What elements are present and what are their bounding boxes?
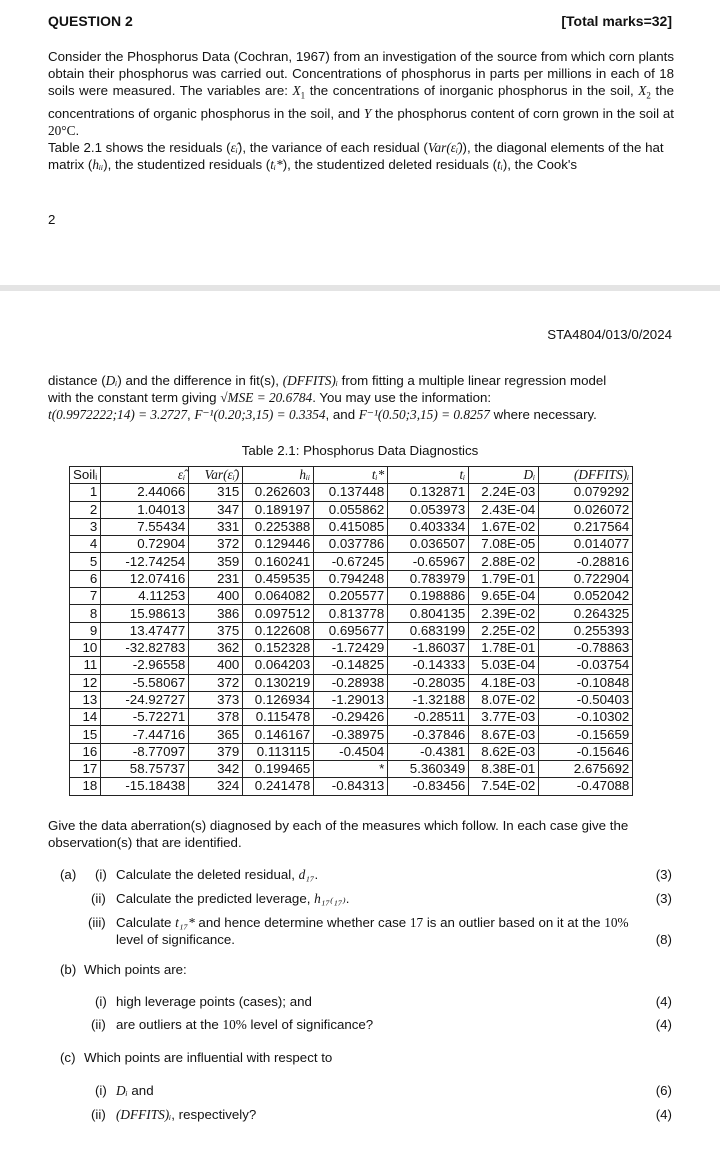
cell-deleted-studentized: 0.683199 xyxy=(388,622,469,639)
cell-deleted-studentized: 0.053973 xyxy=(388,501,469,518)
cell-soil: 4 xyxy=(70,536,101,553)
cell-cooks-distance: 9.65E-04 xyxy=(469,588,539,605)
cell-leverage: 0.241478 xyxy=(243,778,314,795)
cell-cooks-distance: 8.07E-02 xyxy=(469,691,539,708)
cell-cooks-distance: 2.24E-03 xyxy=(469,484,539,501)
cell-cooks-distance: 7.54E-02 xyxy=(469,778,539,795)
cell-dffits: 0.014077 xyxy=(539,536,633,553)
header-studentized: tᵢ* xyxy=(314,467,388,484)
cell-residual: -32.82783 xyxy=(101,639,189,656)
cell-studentized: -0.29426 xyxy=(314,709,388,726)
continuation-line-3: t(0.9972222;14) = 3.2727, F⁻¹(0.20;3,15) = 0.3354, and F⁻¹(0.50;3,15) = 0.8257 where necessary. xyxy=(48,407,597,422)
table-row xyxy=(70,743,633,760)
header-cooks-distance: Dᵢ xyxy=(469,467,539,484)
part-a-iii-text: Calculate t₁₇* and hence determine whether case 17 is an outlier based on it at the 10% xyxy=(116,915,629,930)
part-c-ii-text: (DFFITS)ᵢ, respectively? xyxy=(116,1107,257,1122)
table-row xyxy=(70,709,633,726)
cell-dffits: -0.15646 xyxy=(539,743,633,760)
part-a-ii-label: (ii) xyxy=(91,891,106,906)
cell-residual: -7.44716 xyxy=(101,726,189,743)
cell-studentized: 0.415085 xyxy=(314,518,388,535)
cell-deleted-studentized: -0.65967 xyxy=(388,553,469,570)
table-row xyxy=(70,484,633,501)
cell-studentized: -0.14825 xyxy=(314,657,388,674)
cell-variance: 386 xyxy=(189,605,243,622)
total-marks: [Total marks=32] xyxy=(561,13,672,29)
table-row xyxy=(70,639,633,656)
cell-soil: 11 xyxy=(70,657,101,674)
cell-variance: 347 xyxy=(189,501,243,518)
table-row xyxy=(70,674,633,691)
part-b-ii-label: (ii) xyxy=(91,1017,106,1032)
cell-leverage: 0.064203 xyxy=(243,657,314,674)
cell-dffits: 2.675692 xyxy=(539,761,633,778)
part-a-i-marks: (3) xyxy=(655,867,672,882)
table-caption: Table 2.1: Phosphorus Data Diagnostics xyxy=(241,443,479,458)
part-c-i-marks: (6) xyxy=(655,1083,672,1098)
cell-residual: 13.47477 xyxy=(101,622,189,639)
cell-cooks-distance: 7.08E-05 xyxy=(469,536,539,553)
cell-variance: 372 xyxy=(189,674,243,691)
cell-studentized: -1.29013 xyxy=(314,691,388,708)
cell-soil: 8 xyxy=(70,605,101,622)
continuation-line-2: with the constant term giving √MSE = 20.6784. You may use the information: xyxy=(48,390,492,405)
part-a-i-text: Calculate the deleted residual, d₁₇. xyxy=(116,867,319,882)
cell-leverage: 0.129446 xyxy=(243,536,314,553)
intro-sentence-1: Consider the Phosphorus Data (Cochran, 1967) from an investigation of the source from which corn plants obtain their phosphorus was carried out. Concentrations of phosphorus in parts per millions in each of 18 soils were measured. The variables are: $X_1$ the concentrations of inorganic phosphorus in the soil, $X_2$ the concentrations of organic phosphorus in the soil, and Y the phosphorus content of corn grown in the soil at 20°C. xyxy=(48,49,674,138)
table-row xyxy=(70,778,633,795)
cell-deleted-studentized: 5.360349 xyxy=(388,761,469,778)
cell-soil: 14 xyxy=(70,709,101,726)
document-code: STA4804/013/0/2024 xyxy=(547,327,672,342)
cell-variance: 372 xyxy=(189,536,243,553)
cell-variance: 359 xyxy=(189,553,243,570)
part-b-i-marks: (4) xyxy=(655,994,672,1009)
cell-cooks-distance: 2.39E-02 xyxy=(469,605,539,622)
part-b-i-text: high leverage points (cases); and xyxy=(116,994,312,1009)
table-body xyxy=(70,484,633,795)
cell-studentized: 0.055862 xyxy=(314,501,388,518)
cell-cooks-distance: 3.77E-03 xyxy=(469,709,539,726)
intro-paragraph xyxy=(48,48,674,173)
continuation-line-1: distance (Dᵢ) and the difference in fit(s), (DFFITS)ᵢ from fitting a multiple linear regression model xyxy=(48,373,607,388)
cell-leverage: 0.122608 xyxy=(243,622,314,639)
instructions-line-1: Give the data aberration(s) diagnosed by each of the measures which follow. In each case give the xyxy=(48,818,629,833)
cell-dffits: 0.026072 xyxy=(539,501,633,518)
cell-variance: 331 xyxy=(189,518,243,535)
cell-deleted-studentized: -0.28511 xyxy=(388,709,469,726)
cell-studentized: * xyxy=(314,761,388,778)
part-c-ii-marks: (4) xyxy=(655,1107,672,1122)
cell-variance: 342 xyxy=(189,761,243,778)
cell-residual: 12.07416 xyxy=(101,570,189,587)
page-break xyxy=(0,285,720,291)
cell-variance: 400 xyxy=(189,657,243,674)
cell-soil: 10 xyxy=(70,639,101,656)
cell-soil: 15 xyxy=(70,726,101,743)
table-row xyxy=(70,605,633,622)
cell-dffits: -0.28816 xyxy=(539,553,633,570)
part-a-iii-label: (iii) xyxy=(88,915,106,930)
cell-dffits: -0.78863 xyxy=(539,639,633,656)
part-c-i-label: (i) xyxy=(95,1083,107,1098)
part-c-i-text: Dᵢ and xyxy=(116,1083,154,1098)
cell-soil: 9 xyxy=(70,622,101,639)
cell-dffits: -0.10302 xyxy=(539,709,633,726)
cell-cooks-distance: 1.67E-02 xyxy=(469,518,539,535)
cell-leverage: 0.459535 xyxy=(243,570,314,587)
cell-soil: 16 xyxy=(70,743,101,760)
cell-cooks-distance: 8.38E-01 xyxy=(469,761,539,778)
cell-leverage: 0.130219 xyxy=(243,674,314,691)
cell-soil: 6 xyxy=(70,570,101,587)
cell-cooks-distance: 8.62E-03 xyxy=(469,743,539,760)
cell-dffits: 0.052042 xyxy=(539,588,633,605)
part-a-ii-text: Calculate the predicted leverage, h₁₇₍₁₇₎. xyxy=(116,891,350,906)
cell-cooks-distance: 4.18E-03 xyxy=(469,674,539,691)
cell-dffits: 0.255393 xyxy=(539,622,633,639)
cell-leverage: 0.189197 xyxy=(243,501,314,518)
cell-leverage: 0.097512 xyxy=(243,605,314,622)
table-row xyxy=(70,588,633,605)
cell-residual: 58.75737 xyxy=(101,761,189,778)
cell-leverage: 0.113115 xyxy=(243,743,314,760)
table-row xyxy=(70,761,633,778)
table-row xyxy=(70,553,633,570)
cell-residual: -5.58067 xyxy=(101,674,189,691)
cell-leverage: 0.199465 xyxy=(243,761,314,778)
table-row xyxy=(70,622,633,639)
header-variance: Var(ε̂ᵢ) xyxy=(189,467,243,484)
cell-residual: 1.04013 xyxy=(101,501,189,518)
cell-dffits: 0.079292 xyxy=(539,484,633,501)
cell-residual: 2.44066 xyxy=(101,484,189,501)
cell-deleted-studentized: -0.37846 xyxy=(388,726,469,743)
cell-soil: 3 xyxy=(70,518,101,535)
cell-cooks-distance: 8.67E-03 xyxy=(469,726,539,743)
cell-soil: 18 xyxy=(70,778,101,795)
part-a-iii-marks: (8) xyxy=(655,932,672,947)
cell-dffits: 0.264325 xyxy=(539,605,633,622)
cell-deleted-studentized: -1.86037 xyxy=(388,639,469,656)
table-row xyxy=(70,518,633,535)
table-row xyxy=(70,536,633,553)
cell-soil: 5 xyxy=(70,553,101,570)
part-b-i-label: (i) xyxy=(95,994,107,1009)
continuation-paragraph xyxy=(48,372,674,423)
cell-residual: 15.98613 xyxy=(101,605,189,622)
cell-cooks-distance: 2.43E-04 xyxy=(469,501,539,518)
cell-residual: -24.92727 xyxy=(101,691,189,708)
instructions xyxy=(48,817,674,851)
cell-leverage: 0.126934 xyxy=(243,691,314,708)
cell-cooks-distance: 5.03E-04 xyxy=(469,657,539,674)
cell-studentized: 0.794248 xyxy=(314,570,388,587)
cell-leverage: 0.160241 xyxy=(243,553,314,570)
cell-soil: 12 xyxy=(70,674,101,691)
cell-soil: 13 xyxy=(70,691,101,708)
cell-studentized: -0.84313 xyxy=(314,778,388,795)
cell-variance: 315 xyxy=(189,484,243,501)
cell-leverage: 0.064082 xyxy=(243,588,314,605)
cell-studentized: 0.137448 xyxy=(314,484,388,501)
part-a-i-label: (i) xyxy=(95,867,107,882)
header-deleted-studentized: tᵢ xyxy=(388,467,469,484)
cell-residual: 4.11253 xyxy=(101,588,189,605)
cell-leverage: 0.152328 xyxy=(243,639,314,656)
cell-studentized: -1.72429 xyxy=(314,639,388,656)
cell-deleted-studentized: -0.28035 xyxy=(388,674,469,691)
cell-variance: 324 xyxy=(189,778,243,795)
table-row xyxy=(70,501,633,518)
cell-studentized: -0.28938 xyxy=(314,674,388,691)
cell-variance: 378 xyxy=(189,709,243,726)
cell-studentized: -0.67245 xyxy=(314,553,388,570)
cell-residual: 0.72904 xyxy=(101,536,189,553)
part-a-label: (a) xyxy=(60,867,77,882)
part-a-iii-text-cont: level of significance. xyxy=(116,932,235,947)
cell-studentized: 0.695677 xyxy=(314,622,388,639)
cell-cooks-distance: 2.25E-02 xyxy=(469,622,539,639)
part-a-ii-marks: (3) xyxy=(655,891,672,906)
cell-deleted-studentized: -0.83456 xyxy=(388,778,469,795)
cell-deleted-studentized: -0.4381 xyxy=(388,743,469,760)
cell-soil: 7 xyxy=(70,588,101,605)
table-row xyxy=(70,657,633,674)
cell-leverage: 0.262603 xyxy=(243,484,314,501)
cell-studentized: -0.4504 xyxy=(314,743,388,760)
cell-soil: 1 xyxy=(70,484,101,501)
cell-variance: 365 xyxy=(189,726,243,743)
instructions-line-2: observation(s) that are identified. xyxy=(48,835,242,850)
cell-variance: 231 xyxy=(189,570,243,587)
cell-dffits: 0.722904 xyxy=(539,570,633,587)
part-b-ii-marks: (4) xyxy=(655,1017,672,1032)
header-leverage: hᵢᵢ xyxy=(243,467,314,484)
cell-soil: 2 xyxy=(70,501,101,518)
cell-studentized: 0.813778 xyxy=(314,605,388,622)
table-row xyxy=(70,726,633,743)
cell-leverage: 0.225388 xyxy=(243,518,314,535)
table-row xyxy=(70,691,633,708)
question-title: QUESTION 2 xyxy=(48,13,133,29)
part-b-text: Which points are: xyxy=(84,962,187,977)
table-row xyxy=(70,570,633,587)
intro-sentence-2: Table 2.1 shows the residuals (ε̂ᵢ), the variance of each residual (Var(ε̂ᵢ)), the diagonal elements of the hat matrix (hᵢᵢ), the studentized residuals (tᵢ*), the studentized deleted residuals (tᵢ), the Cook's xyxy=(48,139,664,172)
cell-cooks-distance: 1.78E-01 xyxy=(469,639,539,656)
cell-studentized: -0.38975 xyxy=(314,726,388,743)
cell-cooks-distance: 1.79E-01 xyxy=(469,570,539,587)
cell-residual: -8.77097 xyxy=(101,743,189,760)
cell-deleted-studentized: 0.804135 xyxy=(388,605,469,622)
header-dffits: (DFFITS)ᵢ xyxy=(539,467,633,484)
cell-dffits: -0.15659 xyxy=(539,726,633,743)
cell-residual: -2.96558 xyxy=(101,657,189,674)
cell-dffits: 0.217564 xyxy=(539,518,633,535)
cell-cooks-distance: 2.88E-02 xyxy=(469,553,539,570)
part-c-text: Which points are influential with respect to xyxy=(84,1050,333,1065)
cell-deleted-studentized: 0.783979 xyxy=(388,570,469,587)
part-c-ii-label: (ii) xyxy=(91,1107,106,1122)
cell-leverage: 0.115478 xyxy=(243,709,314,726)
cell-studentized: 0.205577 xyxy=(314,588,388,605)
cell-residual: -5.72271 xyxy=(101,709,189,726)
part-b-label: (b) xyxy=(60,962,77,977)
part-b-ii-text: are outliers at the 10% level of significance? xyxy=(116,1017,374,1032)
cell-variance: 362 xyxy=(189,639,243,656)
page-number: 2 xyxy=(48,212,56,227)
cell-studentized: 0.037786 xyxy=(314,536,388,553)
cell-soil: 17 xyxy=(70,761,101,778)
cell-dffits: -0.03754 xyxy=(539,657,633,674)
cell-residual: -15.18438 xyxy=(101,778,189,795)
part-c-label: (c) xyxy=(60,1050,76,1065)
cell-deleted-studentized: -1.32188 xyxy=(388,691,469,708)
cell-variance: 375 xyxy=(189,622,243,639)
cell-dffits: -0.47088 xyxy=(539,778,633,795)
cell-deleted-studentized: -0.14333 xyxy=(388,657,469,674)
cell-dffits: -0.50403 xyxy=(539,691,633,708)
table-header-row xyxy=(70,467,633,484)
cell-residual: -12.74254 xyxy=(101,553,189,570)
cell-variance: 373 xyxy=(189,691,243,708)
header-soil: Soilᵢ xyxy=(70,467,101,484)
cell-variance: 379 xyxy=(189,743,243,760)
cell-residual: 7.55434 xyxy=(101,518,189,535)
cell-deleted-studentized: 0.198886 xyxy=(388,588,469,605)
cell-deleted-studentized: 0.036507 xyxy=(388,536,469,553)
cell-deleted-studentized: 0.132871 xyxy=(388,484,469,501)
cell-leverage: 0.146167 xyxy=(243,726,314,743)
diagnostics-table xyxy=(69,466,633,796)
header-residual: ε̂ᵢ xyxy=(101,467,189,484)
cell-deleted-studentized: 0.403334 xyxy=(388,518,469,535)
cell-variance: 400 xyxy=(189,588,243,605)
cell-dffits: -0.10848 xyxy=(539,674,633,691)
